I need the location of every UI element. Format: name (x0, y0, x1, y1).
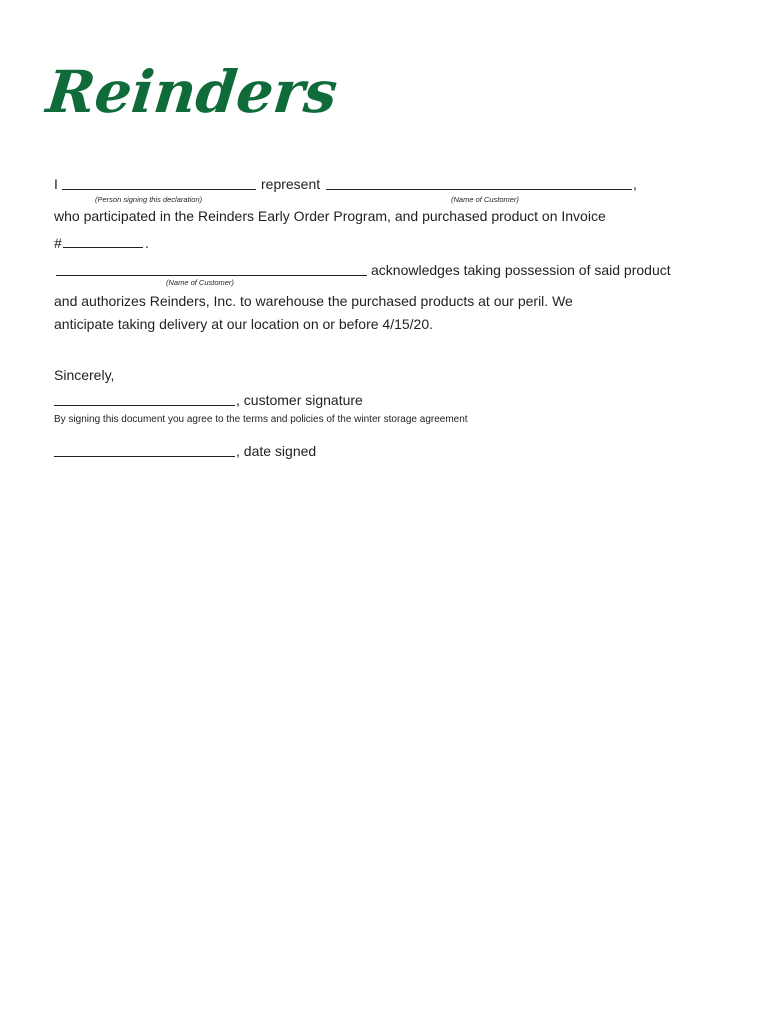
represent-text: represent (261, 176, 321, 192)
reinders-logo (43, 44, 341, 128)
signature-label: , customer signature (236, 392, 363, 408)
invoice-number-field[interactable] (63, 247, 143, 248)
declarant-prefix: I (54, 176, 58, 192)
invoice-period: . (145, 235, 149, 251)
customer-signature-field[interactable] (54, 405, 235, 406)
authorization-line-2: anticipate taking delivery at our location on or before 4/15/20. (54, 316, 434, 332)
customer-name-field[interactable] (326, 189, 632, 190)
date-signed-field[interactable] (54, 456, 235, 457)
declarant-caption: (Person signing this declaration) (95, 195, 203, 204)
svg-text:Reinders: Reinders (43, 57, 341, 126)
terms-note: By signing this document you agree to the terms and policies of the winter storage agreement (54, 414, 468, 425)
sincerely-text: Sincerely, (54, 367, 115, 383)
invoice-prefix: # (54, 235, 62, 251)
line1-comma: , (633, 176, 637, 192)
customer-caption: (Name of Customer) (451, 195, 519, 204)
ack-customer-caption: (Name of Customer) (166, 278, 234, 287)
authorization-line-1: and authorizes Reinders, Inc. to warehouse the purchased products at our peril. We (54, 293, 573, 309)
declarant-name-field[interactable] (62, 189, 256, 190)
program-statement: who participated in the Reinders Early Order Program, and purchased product on Invoice (54, 208, 606, 224)
ack-customer-name-field[interactable] (56, 275, 367, 276)
date-signed-label: , date signed (236, 443, 317, 459)
reinders-logo-wordmark (43, 44, 341, 128)
acknowledgement-text: acknowledges taking possession of said product (371, 262, 671, 278)
